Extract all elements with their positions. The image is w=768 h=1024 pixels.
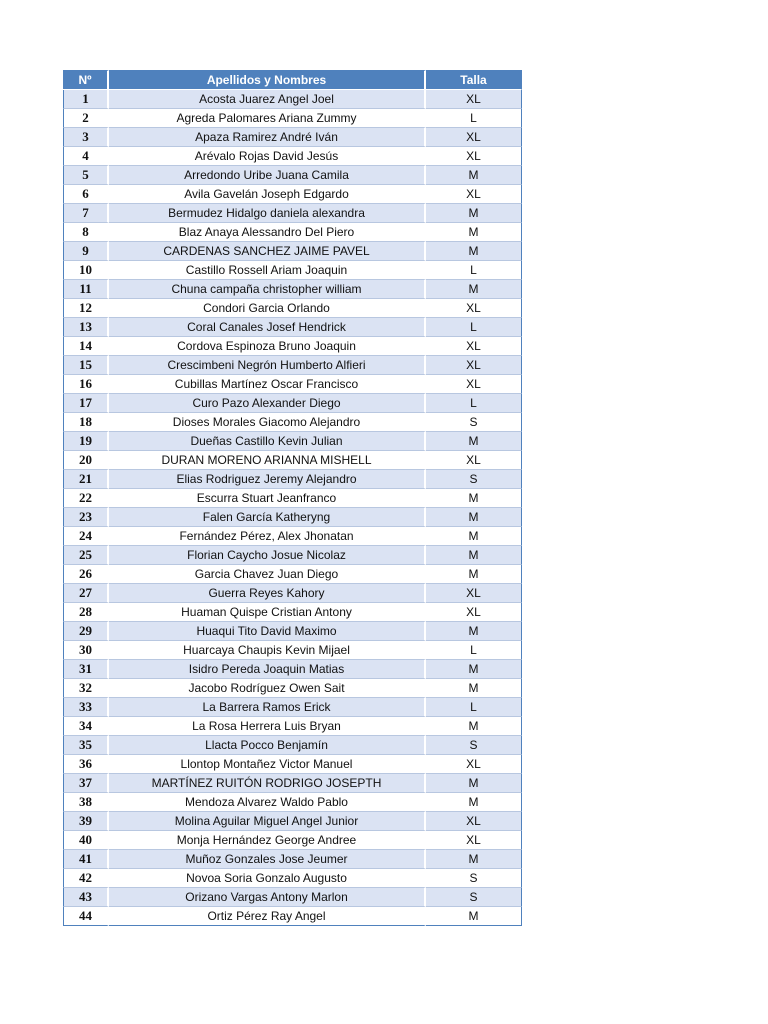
student-name: Arredondo Uribe Juana Camila — [109, 166, 426, 185]
row-number: 17 — [63, 394, 109, 413]
row-number: 19 — [63, 432, 109, 451]
shirt-size: M — [426, 622, 522, 641]
row-number: 8 — [63, 223, 109, 242]
table-row — [63, 432, 522, 451]
student-name: Jacobo Rodríguez Owen Sait — [109, 679, 426, 698]
table-row — [63, 489, 522, 508]
row-number: 20 — [63, 451, 109, 470]
row-number: 25 — [63, 546, 109, 565]
student-name: Cordova Espinoza Bruno Joaquin — [109, 337, 426, 356]
row-number: 7 — [63, 204, 109, 223]
table-row — [63, 413, 522, 432]
shirt-size: XL — [426, 831, 522, 850]
row-number: 1 — [63, 90, 109, 109]
row-number: 11 — [63, 280, 109, 299]
table-row — [63, 603, 522, 622]
student-name: Curo Pazo Alexander Diego — [109, 394, 426, 413]
row-number: 13 — [63, 318, 109, 337]
student-name: Avila Gavelán Joseph Edgardo — [109, 185, 426, 204]
shirt-size: S — [426, 470, 522, 489]
row-number: 15 — [63, 356, 109, 375]
row-number: 34 — [63, 717, 109, 736]
row-number: 44 — [63, 907, 109, 926]
shirt-size: M — [426, 717, 522, 736]
student-name: CARDENAS SANCHEZ JAIME PAVEL — [109, 242, 426, 261]
table-row — [63, 831, 522, 850]
size-roster-table — [63, 70, 522, 926]
student-name: Apaza Ramirez André Iván — [109, 128, 426, 147]
row-number: 30 — [63, 641, 109, 660]
table-row — [63, 109, 522, 128]
student-name: Cubillas Martínez Oscar Francisco — [109, 375, 426, 394]
student-name: La Barrera Ramos Erick — [109, 698, 426, 717]
header-size: Talla — [426, 70, 522, 90]
student-name: Bermudez Hidalgo daniela alexandra — [109, 204, 426, 223]
shirt-size: XL — [426, 356, 522, 375]
row-number: 28 — [63, 603, 109, 622]
student-name: Huarcaya Chaupis Kevin Mijael — [109, 641, 426, 660]
table-row — [63, 318, 522, 337]
shirt-size: XL — [426, 185, 522, 204]
table-row — [63, 812, 522, 831]
shirt-size: S — [426, 888, 522, 907]
shirt-size: M — [426, 432, 522, 451]
table-row — [63, 185, 522, 204]
shirt-size: M — [426, 242, 522, 261]
table-row — [63, 527, 522, 546]
row-number: 27 — [63, 584, 109, 603]
table-row — [63, 774, 522, 793]
header-number: Nº — [63, 70, 109, 90]
student-name: Isidro Pereda Joaquin Matias — [109, 660, 426, 679]
shirt-size: XL — [426, 375, 522, 394]
shirt-size: M — [426, 204, 522, 223]
shirt-size: S — [426, 413, 522, 432]
student-name: Muñoz Gonzales Jose Jeumer — [109, 850, 426, 869]
row-number: 33 — [63, 698, 109, 717]
table-row — [63, 641, 522, 660]
shirt-size: L — [426, 318, 522, 337]
table-row — [63, 166, 522, 185]
table-row — [63, 869, 522, 888]
student-name: Crescimbeni Negrón Humberto Alfieri — [109, 356, 426, 375]
table-row — [63, 565, 522, 584]
table-row — [63, 128, 522, 147]
student-name: Agreda Palomares Ariana Zummy — [109, 109, 426, 128]
row-number: 3 — [63, 128, 109, 147]
student-name: Condori Garcia Orlando — [109, 299, 426, 318]
table-row — [63, 546, 522, 565]
table-row — [63, 147, 522, 166]
row-number: 12 — [63, 299, 109, 318]
table-row — [63, 698, 522, 717]
table-row — [63, 375, 522, 394]
shirt-size: XL — [426, 128, 522, 147]
table-row — [63, 850, 522, 869]
student-name: Castillo Rossell Ariam Joaquin — [109, 261, 426, 280]
table-row — [63, 337, 522, 356]
row-number: 32 — [63, 679, 109, 698]
shirt-size: M — [426, 166, 522, 185]
table-row — [63, 793, 522, 812]
shirt-size: M — [426, 565, 522, 584]
row-number: 18 — [63, 413, 109, 432]
table-row — [63, 204, 522, 223]
student-name: Arévalo Rojas David Jesús — [109, 147, 426, 166]
shirt-size: L — [426, 641, 522, 660]
table-row — [63, 736, 522, 755]
shirt-size: M — [426, 489, 522, 508]
row-number: 39 — [63, 812, 109, 831]
shirt-size: XL — [426, 812, 522, 831]
shirt-size: M — [426, 546, 522, 565]
shirt-size: L — [426, 394, 522, 413]
student-name: MARTÍNEZ RUITÓN RODRIGO JOSEPTH — [109, 774, 426, 793]
student-name: Dueñas Castillo Kevin Julian — [109, 432, 426, 451]
shirt-size: S — [426, 736, 522, 755]
table-row — [63, 660, 522, 679]
table-row — [63, 470, 522, 489]
student-name: Guerra Reyes Kahory — [109, 584, 426, 603]
row-number: 22 — [63, 489, 109, 508]
row-number: 40 — [63, 831, 109, 850]
student-name: Coral Canales Josef Hendrick — [109, 318, 426, 337]
row-number: 41 — [63, 850, 109, 869]
shirt-size: XL — [426, 90, 522, 109]
shirt-size: S — [426, 869, 522, 888]
student-name: Orizano Vargas Antony Marlon — [109, 888, 426, 907]
row-number: 24 — [63, 527, 109, 546]
row-number: 14 — [63, 337, 109, 356]
table-row — [63, 622, 522, 641]
row-number: 37 — [63, 774, 109, 793]
table-row — [63, 755, 522, 774]
header-row — [63, 70, 522, 90]
row-number: 9 — [63, 242, 109, 261]
shirt-size: XL — [426, 584, 522, 603]
row-number: 4 — [63, 147, 109, 166]
student-name: Ortiz Pérez Ray Angel — [109, 907, 426, 926]
student-name: Dioses Morales Giacomo Alejandro — [109, 413, 426, 432]
student-name: Mendoza Alvarez Waldo Pablo — [109, 793, 426, 812]
shirt-size: XL — [426, 603, 522, 622]
row-number: 42 — [63, 869, 109, 888]
student-name: DURAN MORENO ARIANNA MISHELL — [109, 451, 426, 470]
shirt-size: M — [426, 679, 522, 698]
row-number: 23 — [63, 508, 109, 527]
shirt-size: XL — [426, 299, 522, 318]
student-name: Llacta Pocco Benjamín — [109, 736, 426, 755]
student-name: Fernández Pérez, Alex Jhonatan — [109, 527, 426, 546]
student-name: Novoa Soria Gonzalo Augusto — [109, 869, 426, 888]
table-row — [63, 679, 522, 698]
shirt-size: M — [426, 508, 522, 527]
header-full-name: Apellidos y Nombres — [109, 70, 426, 90]
table-row — [63, 261, 522, 280]
row-number: 43 — [63, 888, 109, 907]
shirt-size: M — [426, 774, 522, 793]
shirt-size: M — [426, 907, 522, 926]
row-number: 36 — [63, 755, 109, 774]
student-name: Monja Hernández George Andree — [109, 831, 426, 850]
shirt-size: L — [426, 109, 522, 128]
row-number: 26 — [63, 565, 109, 584]
shirt-size: XL — [426, 755, 522, 774]
row-number: 10 — [63, 261, 109, 280]
student-name: Acosta Juarez Angel Joel — [109, 90, 426, 109]
shirt-size: M — [426, 850, 522, 869]
row-number: 35 — [63, 736, 109, 755]
student-name: Huaman Quispe Cristian Antony — [109, 603, 426, 622]
table-row — [63, 356, 522, 375]
shirt-size: XL — [426, 337, 522, 356]
row-number: 31 — [63, 660, 109, 679]
shirt-size: M — [426, 280, 522, 299]
row-number: 38 — [63, 793, 109, 812]
row-number: 16 — [63, 375, 109, 394]
shirt-size: XL — [426, 451, 522, 470]
shirt-size: M — [426, 223, 522, 242]
table-row — [63, 451, 522, 470]
table-row — [63, 280, 522, 299]
table-row — [63, 584, 522, 603]
table-row — [63, 717, 522, 736]
student-name: Chuna campaña christopher william — [109, 280, 426, 299]
table-row — [63, 299, 522, 318]
table-header — [63, 70, 522, 90]
shirt-size: L — [426, 698, 522, 717]
student-name: Florian Caycho Josue Nicolaz — [109, 546, 426, 565]
row-number: 29 — [63, 622, 109, 641]
shirt-size: M — [426, 793, 522, 812]
table-row — [63, 223, 522, 242]
student-name: La Rosa Herrera Luis Bryan — [109, 717, 426, 736]
table-body — [63, 90, 522, 926]
table-row — [63, 508, 522, 527]
table-row — [63, 242, 522, 261]
table-row — [63, 888, 522, 907]
row-number: 6 — [63, 185, 109, 204]
student-name: Elias Rodriguez Jeremy Alejandro — [109, 470, 426, 489]
student-name: Huaqui Tito David Maximo — [109, 622, 426, 641]
student-name: Blaz Anaya Alessandro Del Piero — [109, 223, 426, 242]
student-name: Escurra Stuart Jeanfranco — [109, 489, 426, 508]
student-name: Falen García Katheryng — [109, 508, 426, 527]
student-name: Molina Aguilar Miguel Angel Junior — [109, 812, 426, 831]
shirt-size: L — [426, 261, 522, 280]
table-row — [63, 907, 522, 926]
student-name: Llontop Montañez Victor Manuel — [109, 755, 426, 774]
row-number: 21 — [63, 470, 109, 489]
student-name: Garcia Chavez Juan Diego — [109, 565, 426, 584]
row-number: 5 — [63, 166, 109, 185]
row-number: 2 — [63, 109, 109, 128]
table-row — [63, 90, 522, 109]
table-row — [63, 394, 522, 413]
shirt-size: M — [426, 527, 522, 546]
shirt-size: M — [426, 660, 522, 679]
shirt-size: XL — [426, 147, 522, 166]
